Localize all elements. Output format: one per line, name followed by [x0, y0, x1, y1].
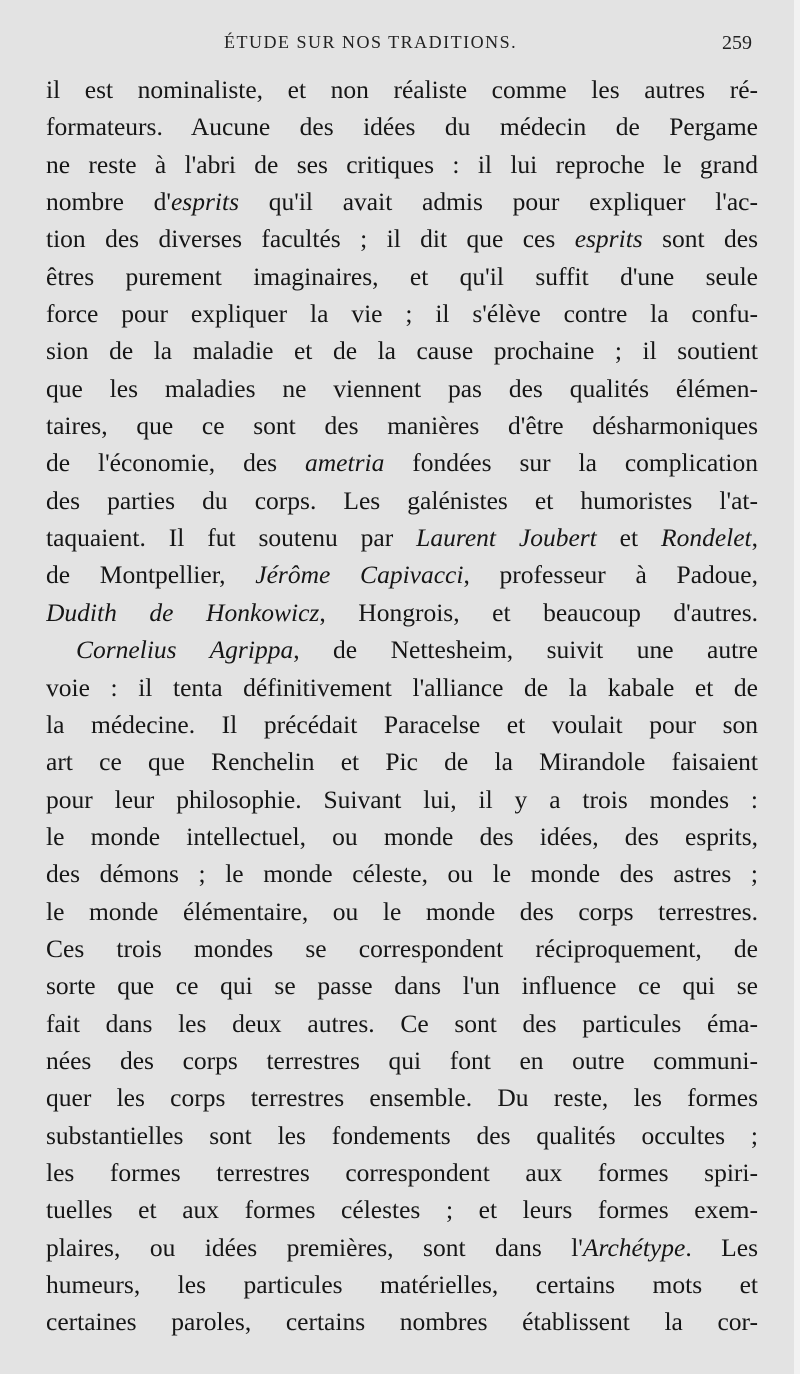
text-line — [46, 781, 758, 818]
italic-text-segment: Dudith de Honkowicz — [46, 597, 320, 627]
text-line — [46, 332, 758, 369]
text-segment: force pour expliquer la vie ; il s'élève contre la confu- — [46, 299, 758, 329]
text-segment: taquaient. Il fut soutenu par — [46, 523, 417, 553]
text-segment: que les maladies ne viennent pas des qualités élémen- — [46, 373, 758, 403]
text-segment: il est nominaliste, et non réaliste comme les autres ré- — [46, 75, 758, 104]
text-segment: de l'économie, des — [46, 448, 305, 478]
italic-text-segment: Jérôme Capivacci — [255, 560, 464, 590]
text-segment: êtres purement imaginaires, et qu'il suffit d'une seule — [46, 261, 758, 291]
text-line — [46, 519, 758, 556]
text-line — [46, 556, 758, 593]
text-segment: tion des diverses facultés ; il dit que ces — [46, 224, 575, 254]
text-segment: voie : il tenta définitivement l'alliance de la kabale et de — [46, 672, 758, 702]
text-line — [46, 295, 758, 332]
text-segment: , Hongrois, et beaucoup d'autres. — [319, 597, 758, 627]
text-segment: fait dans les deux autres. Ce sont des particules éma- — [46, 1008, 758, 1038]
page-edge — [794, 0, 800, 1374]
text-segment: formateurs. Aucune des idées du médecin de Pergame — [46, 112, 758, 142]
italic-text-segment: esprits — [574, 224, 643, 254]
text-segment: , professeur à Padoue, — [463, 560, 758, 590]
italic-text-segment: Cornelius Agrippa — [76, 635, 294, 665]
text-line — [46, 631, 758, 668]
text-segment: substantielles sont les fondements des qualités occultes ; — [46, 1120, 758, 1150]
text-line — [46, 855, 758, 892]
text-segment: humeurs, les particules matérielles, certains mots et — [46, 1270, 758, 1299]
text-line — [46, 1191, 758, 1228]
text-line — [46, 893, 758, 930]
text-segment: plaires, ou idées premières, sont dans l' — [46, 1232, 583, 1262]
italic-text-segment: Laurent Joubert — [416, 523, 597, 553]
running-title: ÉTUDE SUR NOS TRADITIONS. — [224, 32, 518, 52]
text-line — [46, 743, 758, 780]
page-number: 259 — [722, 32, 752, 54]
text-line — [46, 407, 758, 444]
text-line — [46, 594, 758, 631]
text-segment: sont des — [642, 224, 758, 254]
text-segment: nées des corps terrestres qui font en outre communi- — [46, 1045, 758, 1075]
text-line — [46, 71, 758, 108]
text-segment: nombre d' — [46, 187, 171, 217]
text-line — [46, 967, 758, 1004]
text-segment: quer les corps terrestres ensemble. Du reste, les formes — [46, 1083, 758, 1113]
text-line — [46, 1117, 758, 1154]
text-segment: sion de la maladie et de la cause prochaine ; il soutient — [46, 336, 758, 366]
text-segment: de Montpellier, — [46, 560, 256, 590]
text-line — [46, 930, 758, 967]
text-segment: art ce que Renchelin et Pic de la Mirandole faisaient — [46, 747, 758, 777]
italic-text-segment: ametria — [305, 448, 385, 478]
text-segment: et — [596, 523, 661, 553]
text-segment: les formes terrestres correspondent aux formes spiri- — [46, 1157, 758, 1187]
text-segment: des parties du corps. Les galénistes et humoristes l'at- — [46, 485, 758, 515]
text-segment: taires, que ce sont des manières d'être désharmoniques — [46, 411, 758, 441]
text-segment: tuelles et aux formes célestes ; et leurs formes exem- — [46, 1195, 758, 1225]
text-segment: fondées sur la complication — [384, 448, 758, 478]
text-line — [46, 1303, 758, 1340]
text-segment: le monde intellectuel, ou monde des idées, des esprits, — [46, 821, 758, 851]
text-line — [46, 220, 758, 257]
italic-text-segment: Rondelet — [661, 523, 752, 553]
italic-text-segment: esprits — [170, 187, 239, 217]
text-segment: qu'il avait admis pour expliquer l'ac- — [239, 187, 758, 217]
text-segment: certaines paroles, certains nombres établissent la cor- — [46, 1307, 758, 1337]
text-segment: le monde élémentaire, ou le monde des corps terrestres. — [46, 896, 758, 926]
text-line — [46, 1229, 758, 1266]
text-line — [46, 669, 758, 706]
text-line — [46, 370, 758, 407]
text-line — [46, 1042, 758, 1079]
text-segment: la médecine. Il précédait Paracelse et voulait pour son — [46, 709, 758, 739]
running-head — [0, 28, 800, 60]
text-line — [46, 818, 758, 855]
text-segment: , — [751, 523, 758, 553]
text-line — [46, 1005, 758, 1042]
text-line — [46, 183, 758, 220]
text-segment: Ces trois mondes se correspondent réciproquement, de — [46, 933, 758, 963]
text-segment: des démons ; le monde céleste, ou le monde des astres ; — [46, 859, 758, 889]
body-text — [46, 71, 758, 1341]
text-segment: . Les — [685, 1232, 758, 1262]
text-line — [46, 1154, 758, 1191]
text-segment: , de Nettesheim, suivit une autre — [293, 635, 758, 665]
text-line — [46, 706, 758, 743]
text-segment: pour leur philosophie. Suivant lui, il y a trois mondes : — [46, 784, 758, 814]
text-line — [46, 482, 758, 519]
text-line — [46, 258, 758, 295]
text-line — [46, 444, 758, 481]
text-line — [46, 1266, 758, 1303]
text-line — [46, 146, 758, 183]
text-line — [46, 108, 758, 145]
text-segment: ne reste à l'abri de ses critiques : il lui reproche le grand — [46, 149, 758, 179]
text-segment: sorte que ce qui se passe dans l'un influence ce qui se — [46, 971, 758, 1001]
text-line — [46, 1079, 758, 1116]
italic-text-segment: Archétype — [582, 1232, 686, 1262]
